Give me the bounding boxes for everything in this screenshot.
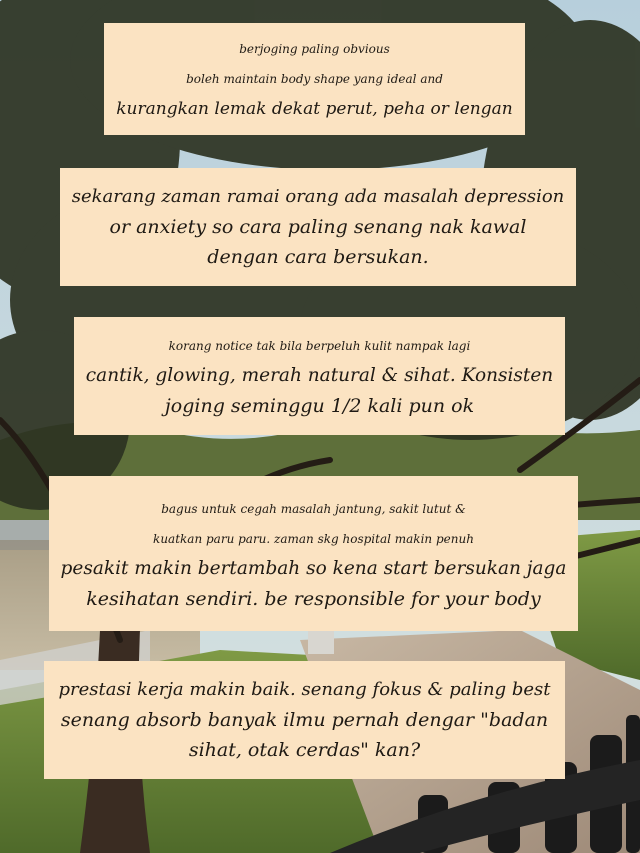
text-card-4	[49, 476, 578, 631]
card-3-line-3: joging seminggu 1/2 kali pun ok	[164, 395, 475, 417]
card-3-line-2: cantik, glowing, merah natural & sihat. Konsisten	[85, 365, 554, 386]
card-1-line-3: kurangkan lemak dekat perut, peha or lengan	[116, 99, 513, 119]
card-2-line-1: sekarang zaman ramai orang ada masalah depression	[71, 186, 565, 207]
card-4-line-1: bagus untuk cegah masalah jantung, sakit lutut &	[161, 501, 466, 516]
card-5-line-1: prestasi kerja makin baik. senang fokus & paling best	[58, 679, 551, 700]
text-card-2	[60, 168, 576, 286]
text-card-5	[44, 661, 565, 779]
text-card-3	[74, 317, 565, 435]
card-2-line-2: or anxiety so cara paling senang nak kawal	[109, 216, 527, 238]
card-3-line-1: korang notice tak bila berpeluh kulit nampak lagi	[168, 339, 471, 353]
card-1-line-2: boleh maintain body shape yang ideal and	[186, 72, 443, 86]
card-2-line-3: dengan cara bersukan.	[207, 246, 429, 268]
text-card-1	[104, 23, 525, 135]
card-4-line-4: kesihatan sendiri. be responsible for your body	[86, 587, 541, 610]
card-5-line-2: senang absorb banyak ilmu pernah dengar "badan	[60, 709, 549, 731]
card-4-line-2: kuatkan paru paru. zaman skg hospital makin penuh	[153, 531, 474, 546]
card-4-line-3: pesakit makin bertambah so kena start bersukan jaga	[60, 557, 567, 579]
card-5-line-3: sihat, otak cerdas" kan?	[188, 739, 421, 761]
card-1-line-1: berjoging paling obvious	[239, 42, 390, 56]
